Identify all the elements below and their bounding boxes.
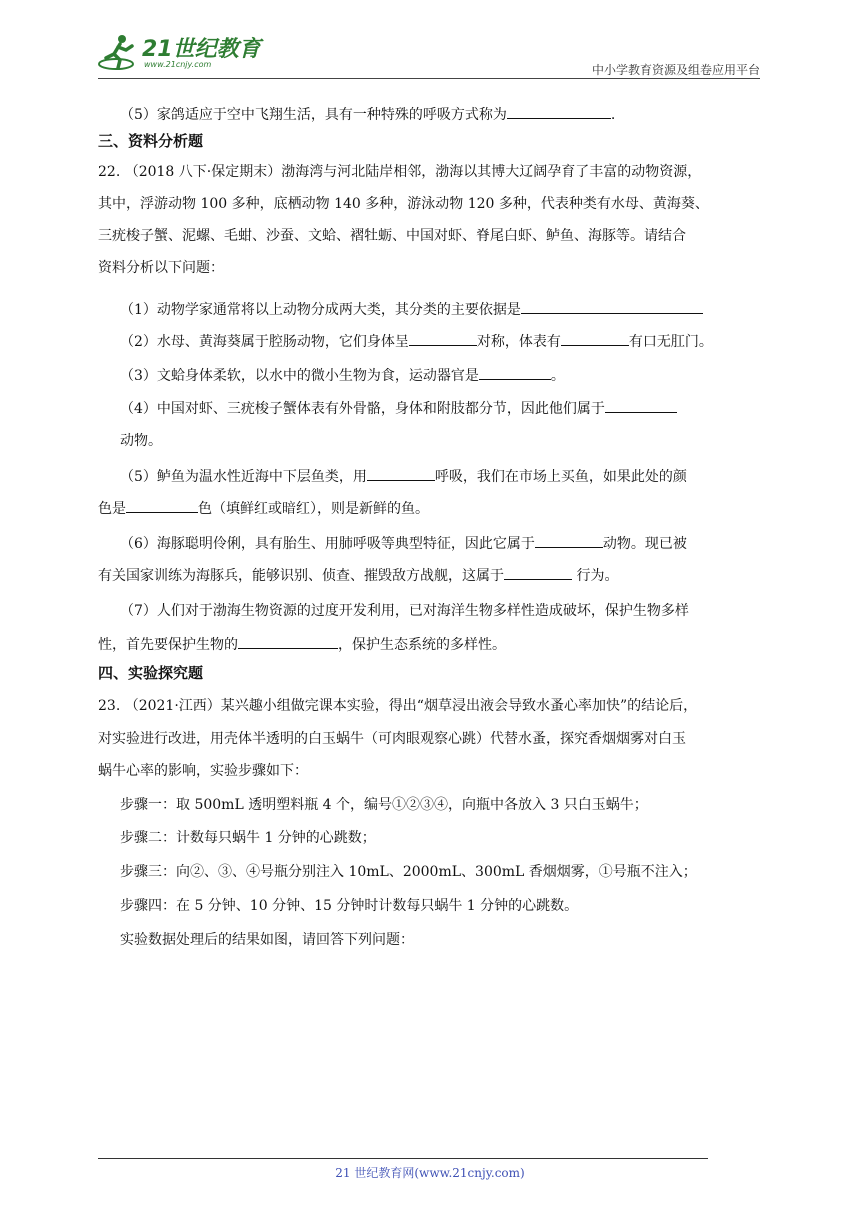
q22-item-5: （5）鲈鱼为温水性近海中下层鱼类，用 呼吸，我们在市场上买鱼，如果此处的颜: [120, 466, 687, 487]
section-heading: 四、实验探究题: [98, 664, 204, 682]
q23-step-1: 步骤一：取 500mL 透明塑料瓶 4 个，编号①②③④，向瓶中各放入 3 只白玉蜗牛；: [120, 797, 648, 813]
q22-item-1: （1）动物学家通常将以上动物分成两大类，其分类的主要依据是: [120, 299, 703, 320]
q23-stem-line: 蜗牛心率的影响，实验步骤如下：: [98, 763, 308, 779]
q22-item-4: （4）中国对虾、三疣梭子蟹体表有外骨骼，身体和附肢都分节，因此他们属于: [120, 398, 677, 419]
header-divider: [98, 78, 760, 79]
site-logo[interactable]: [98, 30, 263, 74]
q22-item-7: （7）人们对于渤海生物资源的过度开发利用，已对海洋生物多样性造成破坏，保护生物多样: [120, 603, 689, 619]
footer-divider: [98, 1158, 708, 1159]
answer-blank[interactable]: [126, 498, 198, 513]
q22-stem-line: 资料分析以下问题：: [98, 260, 224, 276]
answer-blank[interactable]: [535, 533, 603, 548]
q22-item-5-cont: 色是 色（填鲜红或暗红），则是新鲜的鱼。: [98, 498, 429, 519]
q23-step-3: 步骤三：向②、③、④号瓶分别注入 10mL、2000mL、300mL 香烟烟雾，①号瓶不注入；: [120, 864, 697, 880]
q22-item-3: （3）文蛤身体柔软，以水中的微小生物为食，运动器官是 。: [120, 365, 565, 386]
answer-blank[interactable]: [479, 365, 551, 380]
answer-blank[interactable]: [238, 634, 338, 649]
q22-item-2: （2）水母、黄海葵属于腔肠动物，它们身体呈 对称，体表有 有口无肛门。: [120, 331, 713, 352]
answer-blank[interactable]: [605, 398, 677, 413]
answer-blank[interactable]: [507, 104, 611, 119]
answer-blank[interactable]: [367, 466, 435, 481]
q23-stem-line: 对实验进行改进，用壳体半透明的白玉蜗牛（可肉眼观察心跳）代替水蚤，探究香烟烟雾对白玉: [98, 731, 686, 747]
q23-stem-line: 23. （2021·江西）某兴趣小组做完课本实验，得出“烟草浸出液会导致水蚤心率加快”的结论后，: [98, 698, 698, 714]
q22-item-7-cont: 性，首先要保护生物的 ，保护生态系统的多样性。: [98, 634, 506, 655]
answer-blank[interactable]: [504, 565, 572, 580]
q23-step-4: 步骤四：在 5 分钟、10 分钟、15 分钟时计数每只蜗牛 1 分钟的心跳数。: [120, 898, 579, 914]
platform-name: 中小学教育资源及组卷应用平台: [591, 63, 760, 77]
answer-blank[interactable]: [409, 331, 477, 346]
q23-step-2: 步骤二：计数每只蜗牛 1 分钟的心跳数；: [120, 830, 376, 846]
logo-text: 21世纪教育: [142, 37, 261, 62]
section-heading: 三、资料分析题: [98, 132, 204, 150]
q21-item-5: （5）家鸽适应于空中飞翔生活，具有一种特殊的呼吸方式称为 .: [120, 104, 615, 125]
q22-stem-line: 22. （2018 八下·保定期末）渤海湾与河北陆岸相邻，渤海以其博大辽阔孕育了丰富的动物资源，: [98, 164, 702, 180]
answer-blank[interactable]: [521, 299, 703, 314]
q22-stem-line: 其中，浮游动物 100 多种，底栖动物 140 多种，游泳动物 120 多种，代表种类有水母、黄海葵、: [98, 196, 709, 212]
runner-logo-icon: [98, 32, 138, 72]
q22-item-6-cont: 有关国家训练为海豚兵，能够识别、侦查、摧毁敌方战舰，这属于 行为。: [98, 565, 618, 586]
q22-item-4-cont: 动物。: [120, 433, 162, 449]
q22-stem-line: 三疣梭子蟹、泥螺、毛蚶、沙蚕、文蛤、褶牡蛎、中国对虾、脊尾白虾、鲈鱼、海豚等。请结合: [98, 228, 686, 244]
q22-item-6: （6）海豚聪明伶俐，具有胎生、用肺呼吸等典型特征，因此它属于 动物。现已被: [120, 533, 687, 554]
page-header: [98, 30, 760, 80]
answer-blank[interactable]: [561, 331, 629, 346]
q23-closing: 实验数据处理后的结果如图，请回答下列问题：: [120, 932, 414, 948]
logo-url: www.21cnjy.com: [144, 60, 212, 69]
footer-link[interactable]: 21 世纪教育网(www.21cnjy.com): [335, 1166, 525, 1180]
